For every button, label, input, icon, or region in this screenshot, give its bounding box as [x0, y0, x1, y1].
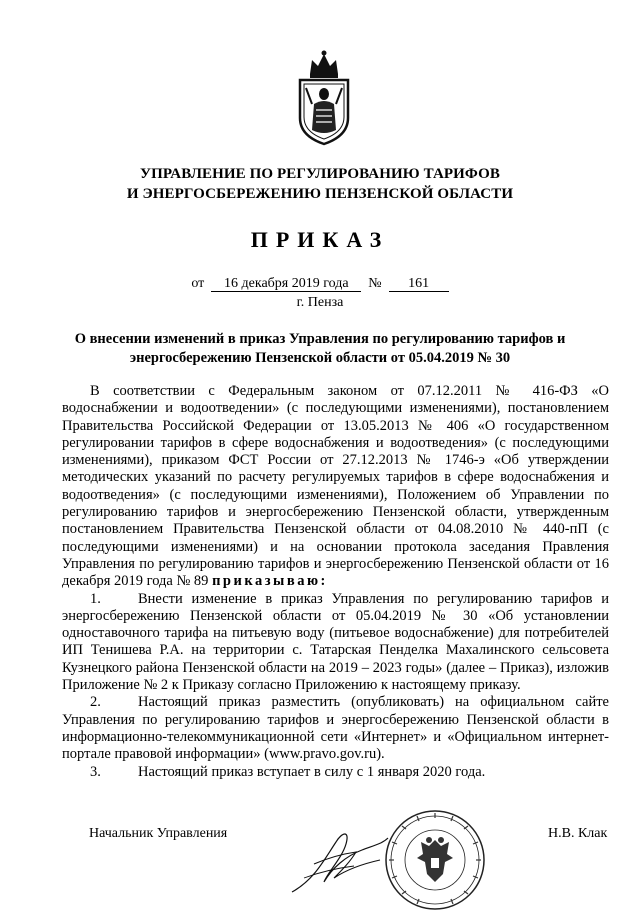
organization-name-line1: УПРАВЛЕНИЕ ПО РЕГУЛИРОВАНИЮ ТАРИФОВ: [140, 166, 500, 182]
order-item: [62, 694, 609, 763]
signatory-name: Н.В. Клак: [548, 826, 608, 841]
organization-name-line2: И ЭНЕРГОСБЕРЕЖЕНИЮ ПЕНЗЕНСКОЙ ОБЛАСТИ: [126, 186, 514, 202]
order-item: [62, 764, 609, 781]
preamble-paragraph: [62, 383, 609, 591]
item-number: 3.: [90, 763, 101, 780]
signatory-position: Начальник Управления: [89, 826, 228, 841]
order-date: 16 декабря 2019 года: [211, 276, 361, 292]
handwritten-signature-icon: [284, 820, 394, 900]
item-text: Настоящий приказ вступает в силу с 1 января 2020 года.: [138, 763, 486, 780]
directive-text: приказываю:: [212, 573, 328, 590]
penza-coat-of-arms-icon: [296, 48, 352, 146]
official-seal-icon: [383, 808, 487, 912]
order-date-number: [0, 276, 640, 292]
number-label: №: [368, 276, 382, 291]
document-type-title: ПРИКАЗ: [250, 227, 390, 252]
item-number: 1.: [90, 590, 101, 607]
order-item: [62, 591, 609, 695]
item-text: Внести изменение в приказ Управления по регулированию тарифов и энергосбережению Пензенской области от 05.04.2019 № 30 «Об установлении одноставочного тарифа на питьевую воду (питьевое водоснабжение) для потребителей ИП Тенишева Р.А. на территории с. Татарская Пенделка Махалинского сельсовета Кузнецкого района Пензенской области на 2019 – 2023 годы» (далее – Приказ), изложив Приложение № 2 к Приказу согласно Приложению к настоящему приказу.: [62, 590, 609, 694]
preamble-text: В соответствии с Федеральным законом от 07.12.2011 № 416-ФЗ «О водоснабжении и водоотведении» (с последующими изменениями), постановлением Правительства Российской Федерации от 13.05.2013 № 406 «О государственном регулировании тарифов в сфере водоснабжения и водоотведения» (с последующими изменениями), приказом ФСТ России от 27.12.2013 № 1746-э «Об утверждении методических указаний по расчету регулируемых тарифов в сфере водоснабжения и водоотведения» (с последующими изменениями), Положением об Управлении по регулированию тарифов и энергосбережению Пензенской области, утвержденным постановлением Правительства Пензенской области от 04.08.2010 № 440-пП (с последующими изменениями) и на основании протокола заседания Правления Управления по регулированию тарифов и энергосбережению Пензенской области от 16 декабря 2019 года № 89: [62, 383, 609, 590]
order-subject: [70, 330, 570, 368]
order-city: г. Пенза: [296, 295, 344, 310]
item-number: 2.: [90, 694, 101, 711]
subject-line2: энергосбережению Пензенской области от 05.04.2019 № 30: [129, 350, 511, 366]
item-text: Настоящий приказ разместить (опубликовать) на официальном сайте Управления по регулированию тарифов и энергосбережению Пензенской области в информационно-телекоммуникационной сети «Интернет» и «Официальном интернет-портале правовой информации» (www.pravo.gov.ru).: [62, 694, 609, 763]
order-body: [62, 383, 609, 781]
order-number: 161: [389, 276, 449, 292]
subject-line1: О внесении изменений в приказ Управления по регулированию тарифов и: [74, 331, 566, 347]
date-prefix: от: [191, 276, 205, 291]
